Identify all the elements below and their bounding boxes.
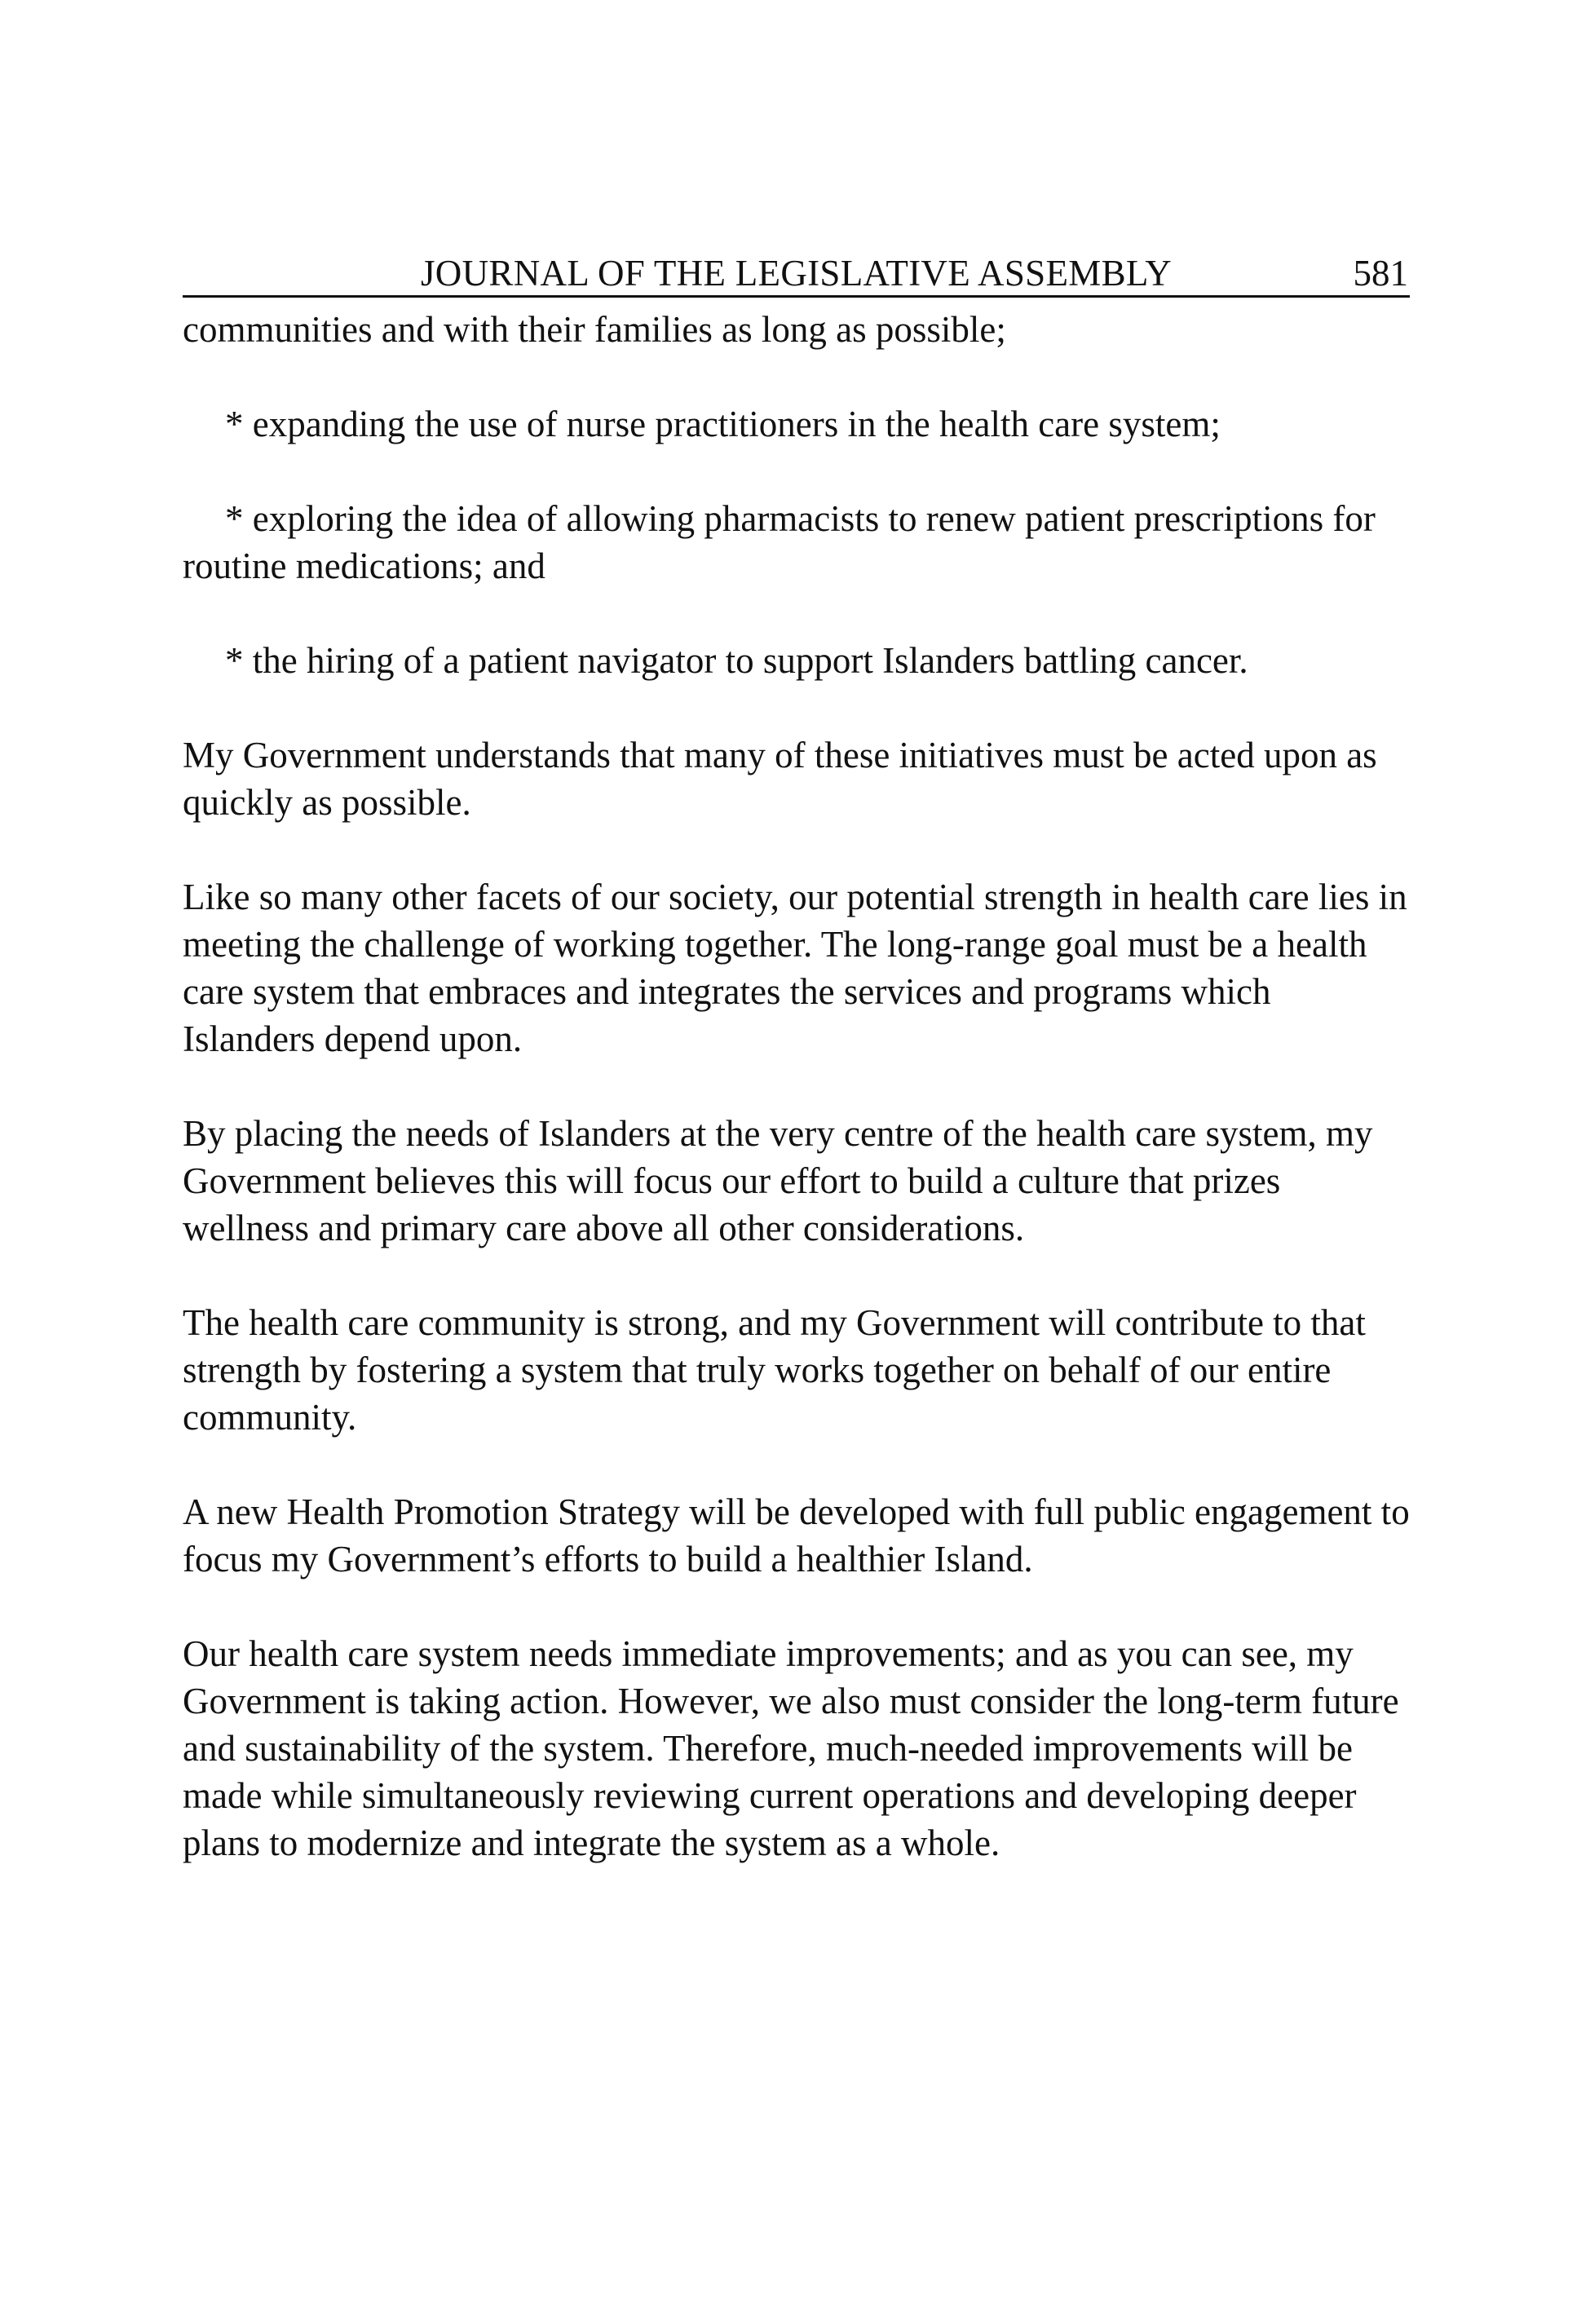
- paragraph-community-strength: The health care community is strong, and my Government will contribute to that strength by fostering a system that truly works together on behalf of our entire community.: [183, 1302, 1366, 1438]
- page-number: 581: [1353, 253, 1408, 294]
- body-text: [183, 306, 1410, 1867]
- paragraph-working-together: Like so many other facets of our society, our potential strength in health care lies in meeting the challenge of working together. The long-range goal must be a health care system that embraces and integrates the services and programs which Islanders depend upon.: [183, 877, 1407, 1059]
- paragraph-improvements: Our health care system needs immediate improvements; and as you can see, my Government is taking action. However, we also must consider the long-term future and sustainability of the system. Therefore, much-needed improvements will be made while simultaneously reviewing current operations and developing deeper plans to modernize and integrate the system as a whole.: [183, 1633, 1399, 1863]
- journal-title: JOURNAL OF THE LEGISLATIVE ASSEMBLY: [420, 253, 1173, 294]
- bullet-pharmacists: * exploring the idea of allowing pharmacists to renew patient prescriptions for routine medications; and: [183, 498, 1376, 586]
- paragraph-initiatives: My Government understands that many of these initiatives must be acted upon as quickly as possible.: [183, 735, 1377, 823]
- bullet-patient-navigator: * the hiring of a patient navigator to support Islanders battling cancer.: [225, 640, 1248, 681]
- bullet-nurse-practitioners: * expanding the use of nurse practitioners in the health care system;: [225, 404, 1221, 444]
- page-header: [183, 245, 1410, 298]
- journal-page: [183, 245, 1410, 1867]
- paragraph-needs-of-islanders: By placing the needs of Islanders at the very centre of the health care system, my Government believes this will focus our effort to build a culture that prizes wellness and primary care above all other considerations.: [183, 1113, 1373, 1248]
- paragraph-health-promotion: A new Health Promotion Strategy will be developed with full public engagement to focus my Government’s efforts to build a healthier Island.: [183, 1491, 1410, 1580]
- paragraph-continuation: communities and with their families as long as possible;: [183, 309, 1006, 350]
